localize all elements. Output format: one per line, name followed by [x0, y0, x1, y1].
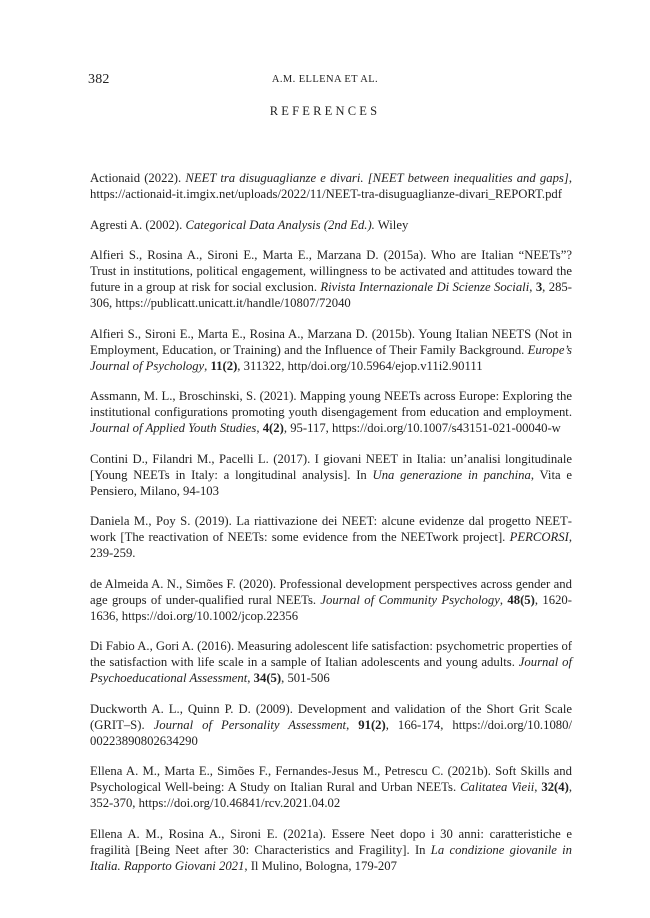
reference-text: de Almeida A. N., Simões F. (2020). Professional development perspectives across gender and age groups of under-qualified rural NEETs. [90, 576, 572, 607]
reference-entry [90, 388, 572, 436]
reference-text: Wiley [374, 217, 409, 232]
reference-bold-text: 4(2) [262, 421, 284, 435]
reference-entry [90, 451, 572, 499]
reference-entry [90, 170, 572, 202]
running-head: A.M. ELLENA ET AL. [271, 74, 379, 85]
reference-text: , [256, 421, 263, 435]
reference-italic-text: PERCORSI [509, 530, 569, 544]
reference-entry [90, 247, 572, 311]
reference-italic-text: Categorical Data Analysis (2nd Ed.). [185, 217, 375, 232]
reference-italic-text: Journal of Personality Assessment [153, 717, 347, 732]
reference-text: Alfieri S., Rosina A., Sironi E., Marta E., Marzana D. (2015a). Who are Italian “NEETs”? Trust in institutions, political engagement, willingness to be activated and attitudes toward the future in a group at risk for social exclusion. [90, 248, 572, 294]
reference-text: , 95-117, https://doi.org/10.1007/s43151-021-00040-w [283, 421, 561, 435]
reference-entry [90, 513, 572, 561]
reference-text: Daniela M., Poy S. (2019). La riattivazione dei NEET: alcune evidenze dal progetto NEETwork [The reactivation of NEETs: some evidence from the NEETwork project]. [90, 514, 572, 544]
reference-text: , https://actionaid-it.imgix.net/uploads/2022/11/NEET-tra-disuguaglianze-divari_REPORT.pdf [90, 171, 572, 201]
reference-text: , 311322, http/doi.org/10.5964/ejop.v11i2.90111 [237, 358, 483, 373]
reference-entry [90, 576, 572, 624]
reference-italic-text: Journal of Community Psychology [320, 592, 500, 607]
reference-entry [90, 217, 572, 233]
reference-text: , 285-306, https://publicatt.unicatt.it/handle/10807/72040 [90, 280, 572, 310]
reference-italic-text: Una generazione in panchina [372, 467, 531, 482]
reference-bold-text: 32(4) [541, 780, 569, 794]
reference-italic-text: Calitatea Vieii [460, 780, 535, 794]
reference-text: Duckworth A. L., Quinn P. D. (2009). Development and validation of the Short Grit Scale (GRIT–S). [90, 701, 572, 732]
page-number: 382 [88, 72, 110, 87]
reference-text: , [204, 358, 211, 373]
reference-entry [90, 326, 572, 374]
reference-bold-text: 11(2) [210, 358, 238, 373]
reference-text: , [247, 671, 254, 685]
reference-italic-text: Journal of Psychoeducational Assessment [90, 655, 572, 685]
reference-text: Actionaid (2022). [90, 171, 186, 185]
reference-text: , 352-370, https://doi.org/10.46841/rcv.2021.04.02 [90, 780, 572, 810]
reference-italic-text: La condizione giovanile in Italia. Rapporto Giovani 2021 [90, 842, 573, 873]
reference-italic-text: NEET tra disuguaglianze e divari. [NEET between inequalities and gaps] [185, 171, 569, 185]
reference-text: , [499, 592, 508, 607]
reference-bold-text: 91(2) [358, 717, 386, 732]
reference-italic-text: Rivista Internazionale Di Scienze Sociali [320, 280, 530, 294]
reference-text: , [346, 717, 359, 732]
reference-text: , Il Mulino, Bologna, 179-207 [244, 858, 397, 873]
reference-text: , [529, 280, 536, 294]
reference-text: Agresti A. (2002). [90, 217, 186, 232]
reference-text: Di Fabio A., Gori A. (2016). Measuring adolescent life satisfaction: psychometric properties of the satisfaction with life scale in a sample of Italian adolescents and young adults. [90, 639, 573, 669]
section-title-text: REFERENCES [269, 104, 381, 118]
reference-italic-text: Journal of Applied Youth Studies [90, 421, 257, 435]
reference-text: Assmann, M. L., Broschinski, S. (2021). Mapping young NEETs across Europe: Exploring the institutional configurations promoting youth disengagement from education and employment. [90, 389, 572, 419]
reference-text: Contini D., Filandri M., Pacelli L. (2017). I giovani NEET in Italia: un’analisi longitudinale [Young NEETs in Italy: a longitudinal analysis]. In [90, 451, 572, 482]
reference-text: Ellena A. M., Rosina A., Sironi E. (2021a). Essere Neet dopo i 30 anni: caratteristiche e fragilità [Being Neet after 30: Characteristics and Fragility]. In [90, 826, 572, 857]
reference-entry [90, 701, 572, 749]
reference-text: , Vita e Pensiero, Milano, 94-103 [90, 467, 573, 498]
reference-list [90, 170, 572, 888]
reference-text: , 1620-1636, https://doi.org/10.1002/jcop.22356 [90, 592, 572, 623]
reference-italic-text: Europe’s Journal of Psychology [90, 342, 572, 373]
reference-bold-text: 48(5) [507, 592, 535, 607]
reference-text: , 239-259. [90, 530, 572, 560]
reference-text: , 166-174, https://doi.org/10.1080/ 00223890802634290 [90, 717, 573, 748]
reference-text: Ellena A. M., Marta E., Simões F., Fernandes-Jesus M., Petrescu C. (2021b). Soft Skills and Psychological Well-being: A Study on Italian Rural and Urban NEETs. [90, 764, 572, 794]
reference-text: Alfieri S., Sironi E., Marta E., Rosina A., Marzana D. (2015b). Young Italian NEETS (Not in Employment, Education, or Training) and the Influence of Their Family Background. [90, 326, 572, 357]
reference-entry [90, 826, 572, 874]
reference-entry [90, 638, 572, 686]
reference-bold-text: 34(5) [253, 671, 282, 685]
reference-text: , [534, 780, 542, 794]
reference-entry [90, 763, 572, 811]
section-title [0, 104, 650, 119]
reference-text: , 501-506 [281, 671, 330, 685]
reference-bold-text: 3 [535, 280, 543, 294]
